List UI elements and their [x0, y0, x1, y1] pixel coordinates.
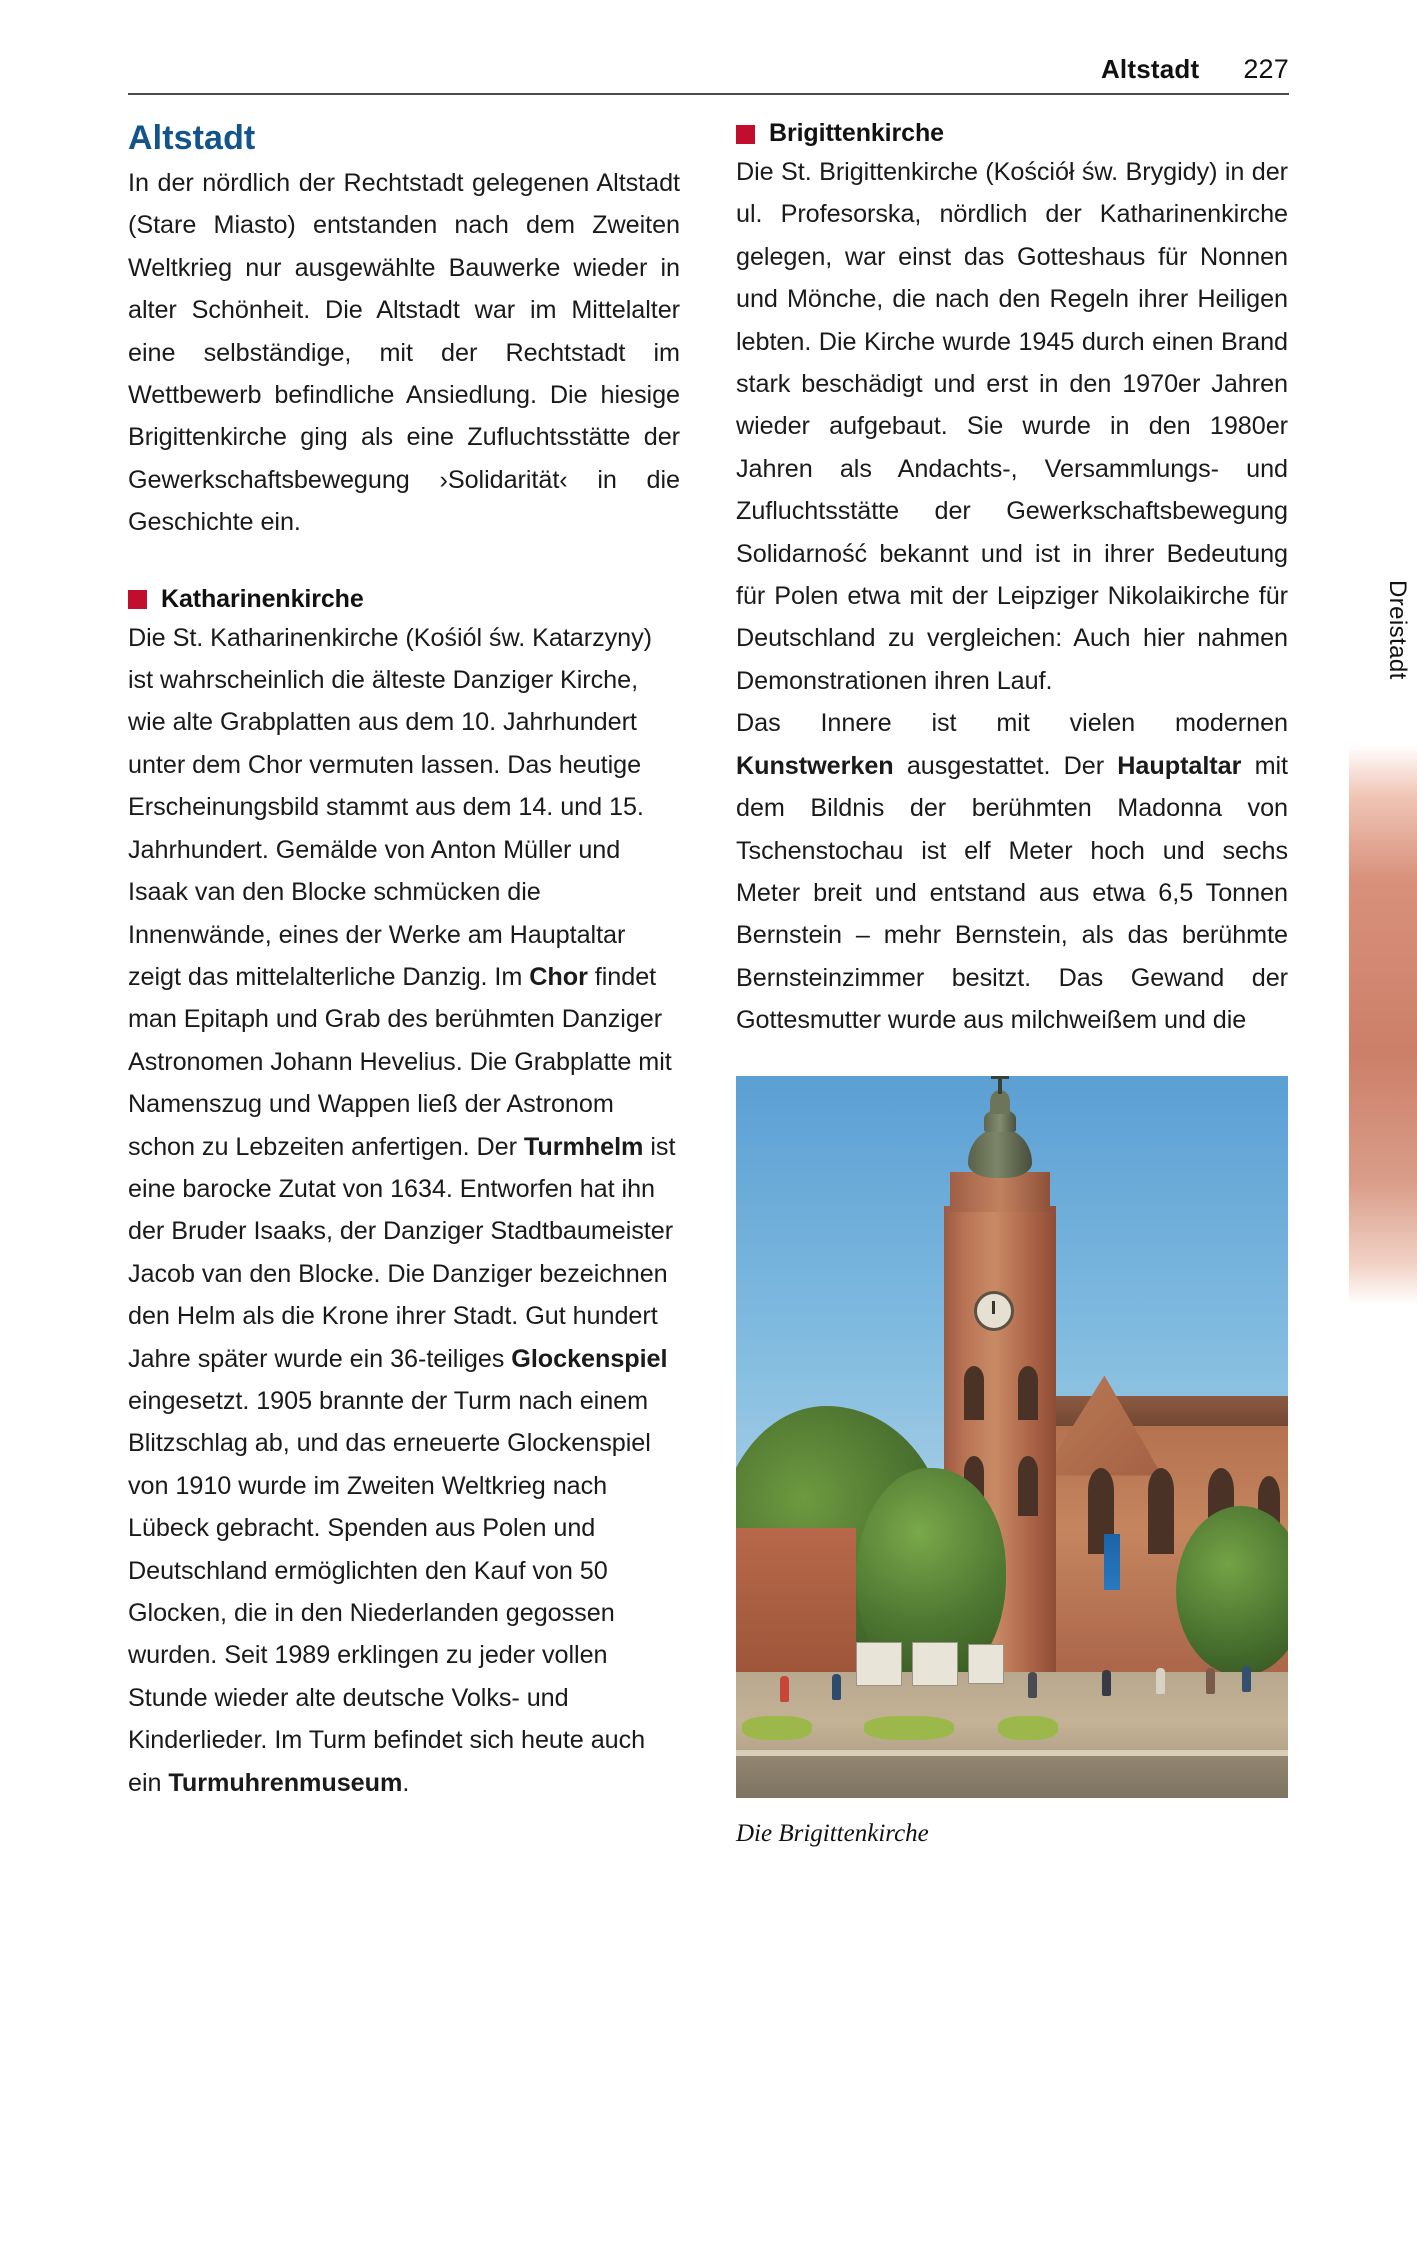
photo-window [1148, 1468, 1174, 1554]
right-column [736, 118, 1288, 1864]
photo-window [1018, 1366, 1038, 1420]
bold-glockenspiel: Glockenspiel [511, 1344, 668, 1373]
brigittenkirche-paragraph-1: Die St. Brigittenkirche (Kościół św. Brygidy) in der ul. Profesorska, nördlich der Katharinenkirche gelegen, war einst das Gotteshaus für Nonnen und Mönche, die nach den Regeln ihrer Heiligen lebten. Die Kirche wurde 1945 durch einen Brand stark beschädigt und erst in den 1970er Jahren wieder aufgebaut. Sie wurde in den 1980er Jahren als Andachts-, Versammlungs- und Zufluchtsstätte der Gewerkschaftsbewegung Solidarność bekannt und ist in ihrer Bedeutung für Polen etwa mit der Leipziger Nikolaikirche für Deutschland zu vergleichen: Auch hier nahmen Demonstrationen ihren Lauf. [736, 158, 1288, 695]
square-bullet-icon [128, 590, 147, 609]
text-run: . [402, 1768, 410, 1797]
photo-poster-board [968, 1644, 1004, 1684]
text-run: Das Innere ist mit vielen modernen [736, 709, 1288, 738]
photo-pedestrian [1206, 1668, 1215, 1694]
two-column-body [128, 118, 1288, 1864]
bold-turmuhrenmuseum: Turmuhrenmuseum [168, 1768, 403, 1797]
bold-chor: Chor [529, 962, 588, 991]
subheading-katharinenkirche [128, 584, 680, 614]
subheading-brigittenkirche [736, 118, 1288, 148]
photo-pedestrian [780, 1676, 789, 1702]
text-run: eingesetzt. 1905 brannte der Turm nach einem Blitzschlag ab, und das erneuerte Glockenspiel von 1910 wurde im Zweiten Weltkrieg nach Lübeck gebracht. Spenden aus Polen und Deutschland ermöglichten den Kauf von 50 Glocken, die in den Niederlanden gegossen wurden. Seit 1989 erklingen zu jeder vollen Stunde wieder alte deutsche Volks- und Kinderlieder. Im Turm befindet sich heute auch ein [128, 1386, 651, 1797]
photo-tower-top [950, 1172, 1050, 1212]
page-title: Altstadt [128, 119, 256, 157]
photo-poster-board [856, 1642, 902, 1686]
photo-tower-cross-icon [991, 1076, 1009, 1079]
figure-brigittenkirche [736, 1076, 1288, 1848]
brigittenkirche-paragraph-2 [736, 702, 1288, 1041]
text-run: ausgestattet. Der [893, 751, 1118, 780]
text-run: mit dem Bildnis der berühmten Madonna von Tschenstochau ist elf Meter hoch und sechs Meter breit und entstand aus etwa 6,5 Tonnen Bernstein – mehr Bernstein, als das berühmte Bernsteinzimmer besitzt. Das Gewand der Gottesmutter wurde aus milchweißem und die [736, 751, 1289, 1035]
photo-pedestrian [832, 1674, 841, 1700]
bold-kunstwerken: Kunstwerken [736, 751, 894, 780]
photo-tower-clock-icon [974, 1291, 1014, 1331]
photo-grass [998, 1716, 1058, 1740]
photo-banner [1104, 1534, 1120, 1590]
text-run: ist eine barocke Zutat von 1634. Entworfen hat ihn der Bruder Isaaks, der Danziger Stadtbaumeister Jacob van den Blocke. Die Danziger bezeichnen den Helm als die Krone ihrer Stadt. Gut hundert Jahre später wurde ein 36-teiliges [128, 1132, 676, 1373]
subheading-label: Katharinenkirche [161, 584, 364, 613]
photo-pedestrian [1028, 1672, 1037, 1698]
katharinenkirche-paragraph [128, 617, 680, 1804]
photo-pedestrian [1242, 1666, 1251, 1692]
running-header [128, 54, 1289, 100]
photo-grass [864, 1716, 954, 1740]
photo-pedestrian [1102, 1670, 1111, 1696]
photo-window [964, 1366, 984, 1420]
photo-poster-board [912, 1642, 958, 1686]
photo-pedestrian [1156, 1668, 1165, 1694]
photo-window [1018, 1456, 1038, 1516]
photo-road [736, 1756, 1288, 1798]
photo-brigittenkirche [736, 1076, 1288, 1798]
running-header-title: Altstadt [1100, 54, 1200, 84]
intro-paragraph: In der nördlich der Rechtstadt gelegenen Altstadt (Stare Miasto) entstanden nach dem Zweiten Weltkrieg nur ausgewählte Bauwerke wieder in alter Schönheit. Die Altstadt war im Mittelalter eine selbständige, mit der Rechtstadt im Wettbewerb befindliche Ansiedlung. Die hiesige Brigittenkirche ging als eine Zufluchtsstätte der Gewerkschaftsbewegung ›Solidarität‹ in die Geschichte ein. [128, 169, 680, 537]
page-number: 227 [1243, 54, 1289, 84]
left-column [128, 118, 680, 1864]
subheading-label: Brigittenkirche [769, 119, 944, 147]
bold-turmhelm: Turmhelm [523, 1132, 644, 1161]
photo-grass [742, 1716, 812, 1740]
photo-side-building [736, 1528, 856, 1678]
running-header-row [128, 54, 1289, 95]
text-run: findet man Epitaph und Grab des berühmten Danziger Astronomen Johann Hevelius. Die Grabplatte mit Namenszug und Wappen ließ der Astronom schon zu Lebzeiten anfertigen. Der [128, 962, 672, 1161]
figure-caption: Die Brigittenkirche [736, 1819, 929, 1847]
thumb-index-label: Dreistadt [1384, 580, 1411, 680]
square-bullet-icon [736, 125, 755, 144]
text-run: Die St. Katharinenkirche (Kośiól św. Katarzyny) ist wahrscheinlich die älteste Danziger Kirche, wie alte Grabplatten aus dem 10. Jahrhundert unter dem Chor vermuten lassen. Das heutige Erscheinungsbild stammt aus dem 14. und 15. Jahrhundert. Gemälde von Anton Müller und Isaak van den Blocke schmücken die Innenwände, eines der Werke am Hauptaltar zeigt das mittelalterliche Danzig. Im [128, 623, 653, 991]
bold-hauptaltar: Hauptaltar [1117, 751, 1242, 780]
